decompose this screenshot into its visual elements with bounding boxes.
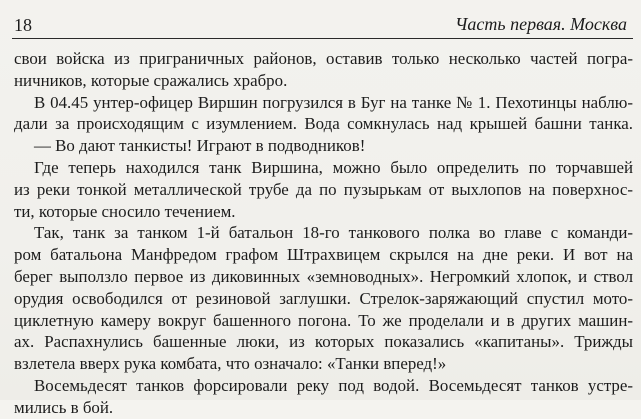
text-line: циклетную камеру вокруг башенного погона. То же проделали и в других машин- [14,310,633,330]
text-line: Где теперь находился танк Виршина, можно было определить по торчавшей [34,157,633,177]
text-line: мились в бой. [14,397,114,417]
text-line: Так, танк за танком 1-й батальон 18-го танкового полка во главе с команди- [34,223,633,243]
text-line: — Во дают танкисты! Играют в подводников! [34,136,366,156]
page-number: 18 [14,15,32,35]
text-line: Восемьдесят танков форсировали реку под водой. Восемьдесят танков устре- [34,375,633,395]
text-line: ром батальона Манфредом графом Штрахвицем скрылся на дне реки. И вот на [14,245,633,265]
header-rule [12,38,633,39]
body-text [14,48,633,419]
text-line: из реки тонкой металлической трубе да по пузырькам от выхлопов на поверхнос- [14,179,633,199]
text-line: ничников, которые сражались храбро. [14,70,288,90]
running-head: Часть первая. Москва [455,14,627,34]
text-line: дали за происходящим с изумлением. Вода сомкнулась над крышей башни танка. [14,114,633,134]
text-line: В 04.45 унтер-офицер Виршин погрузился в Буг на танке № 1. Пехотинцы наблю- [34,92,633,112]
text-line: ах. Распахнулись башенные люки, из которых показались «капитаны». Трижды [14,332,633,352]
text-line: берег выползло первое из диковинных «земноводных». Негромкий хлопок, и ствол [14,266,633,286]
page-header [0,0,641,38]
text-line: ти, которые сносило течением. [14,201,236,221]
text-line: свои войска из приграничных районов, оставив только несколько частей погра- [14,49,633,68]
text-line: взлетела вверх рука комбата, что означало: «Танки вперед!» [14,354,447,374]
text-line: орудия освободился от резиновой заглушки. Стрелок-заряжающий спустил мото- [14,288,633,308]
